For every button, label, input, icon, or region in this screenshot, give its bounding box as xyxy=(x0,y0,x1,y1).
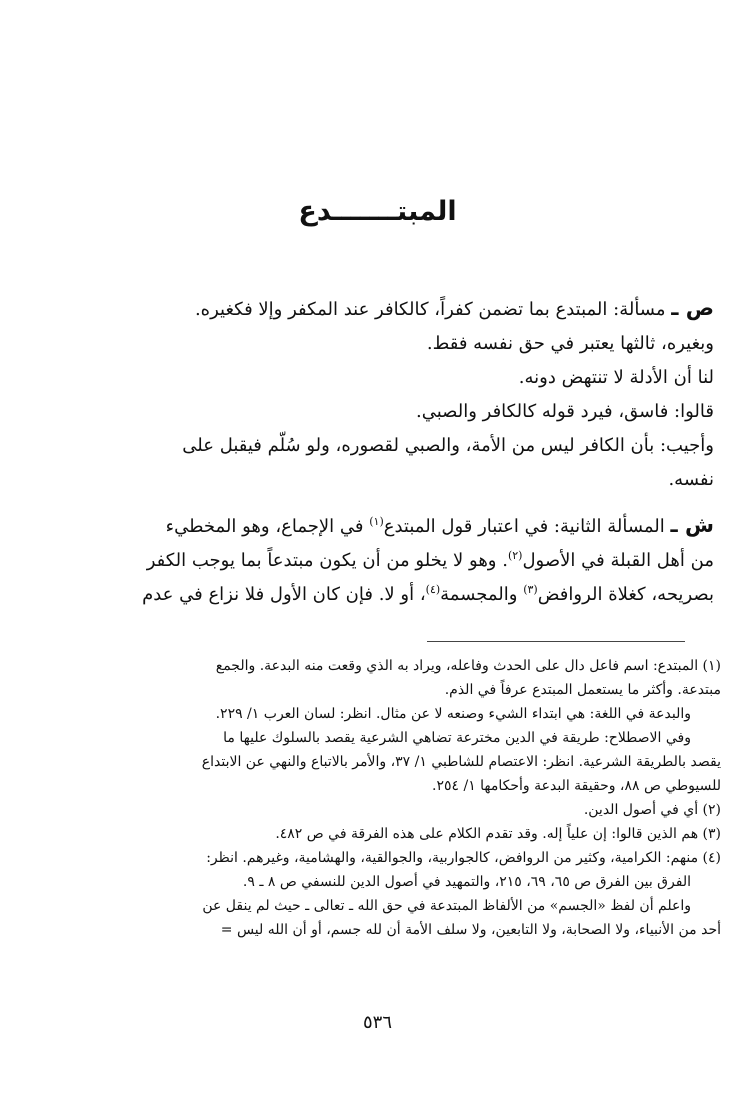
footnote-line: (١) المبتدع: اسم فاعل دال على الحدث وفاعله، ويراد به الذي وقعت منه البدعة. والجمع xyxy=(215,658,721,674)
footnote-line: (٣) هم الذين قالوا: إن علياً إله. وقد تقدم الكلام على هذه الفرقة في ص ٤٨٢. xyxy=(275,826,721,842)
sharh-line: ش ـ المسألة الثانية: في اعتبار قول المبتدع$^{(١)}$ في الإجماع، وهو المخطيء xyxy=(165,513,714,537)
masala-line: نفسه. xyxy=(668,469,714,490)
masala-line: لنا أن الأدلة لا تنتهض دونه. xyxy=(518,367,714,388)
footnote-line: والبدعة في اللغة: هي ابتداء الشيء وصنعه لا عن مثال. انظر: لسان العرب ١/ ٢٢٩. xyxy=(215,706,691,722)
masala-line: وبغيره، ثالثها يعتبر في حق نفسه فقط. xyxy=(426,333,714,354)
footnote-line: أحد من الأنبياء، ولا الصحابة، ولا التابعين، ولا سلف الأمة أن لله جسم، أو أن الله ليس = xyxy=(220,922,721,938)
footnote-line: الفرق بين الفرق ص ٦٥، ٦٩، ٢١٥، والتمهيد في أصول الدين للنسفي ص ٨ ـ ٩. xyxy=(242,874,691,890)
sharh-lead: ش ـ xyxy=(670,513,714,537)
footnote-line: يقصد بالطريقة الشرعية. انظر: الاعتصام للشاطبي ١/ ٣٧، والأمر بالاتباع والنهي عن الابتداع xyxy=(201,754,721,770)
footnote-line: وفي الاصطلاح: طريقة في الدين مخترعة تضاهي الشرعية يقصد بالسلوك عليها ما xyxy=(223,730,691,746)
footnote-line: مبتدعة. وأكثر ما يستعمل المبتدع عرفاً في الذم. xyxy=(444,682,721,698)
footnote-ref-2[interactable]: (٢) xyxy=(507,549,523,562)
masala-line: وأجيب: بأن الكافر ليس من الأمة، والصبي لقصوره، ولو سُلّم فيقبل على xyxy=(182,435,714,456)
footnote-line: (٢) أي في أصول الدين. xyxy=(583,802,721,818)
masala-line: قالوا: فاسق، فيرد قوله كالكافر والصبي. xyxy=(415,401,714,422)
page-number: ٥٣٦ xyxy=(362,1012,392,1033)
masala-lead: ص ـ xyxy=(671,296,714,320)
masala-line: ص ـ مسألة: المبتدع بما تضمن كفراً، كالكافر عند المكفر وإلا فكغيره. xyxy=(194,296,714,320)
page-title: المبتـــــــدع xyxy=(298,196,457,227)
footnote-divider xyxy=(427,641,685,642)
masala-section xyxy=(44,291,714,497)
sharh-line: بصريحه، كغلاة الروافض$^{(٣)}$ والمجسمة$^{(٤)}$، أو لا. فإن كان الأول فلا نزاع في عدم xyxy=(142,583,714,605)
sharh-line: من أهل القبلة في الأصول$^{(٢)}$. وهو لا يخلو من أن يكون مبتدعاً بما يوجب الكفر xyxy=(146,549,714,571)
footnote-line: للسيوطي ص ٨٨، وحقيقة البدعة وأحكامها ١/ ٢٥٤. xyxy=(432,778,721,794)
footnote-line: (٤) منهم: الكرامية، وكثير من الروافض، كالجواربية، والجوالقية، والهشامية، وغيرهم. انظر: xyxy=(206,850,721,866)
footnotes-section xyxy=(38,654,721,942)
footnote-line: واعلم أن لفظ «الجسم» من الألفاظ المبتدعة في حق الله ـ تعالى ـ حيث لم ينقل عن xyxy=(202,898,691,914)
footnote-ref-4[interactable]: (٤) xyxy=(425,583,441,596)
footnote-ref-3[interactable]: (٣) xyxy=(523,583,538,596)
footnote-ref-1[interactable]: (١) xyxy=(369,515,384,528)
sharh-section xyxy=(44,508,714,612)
